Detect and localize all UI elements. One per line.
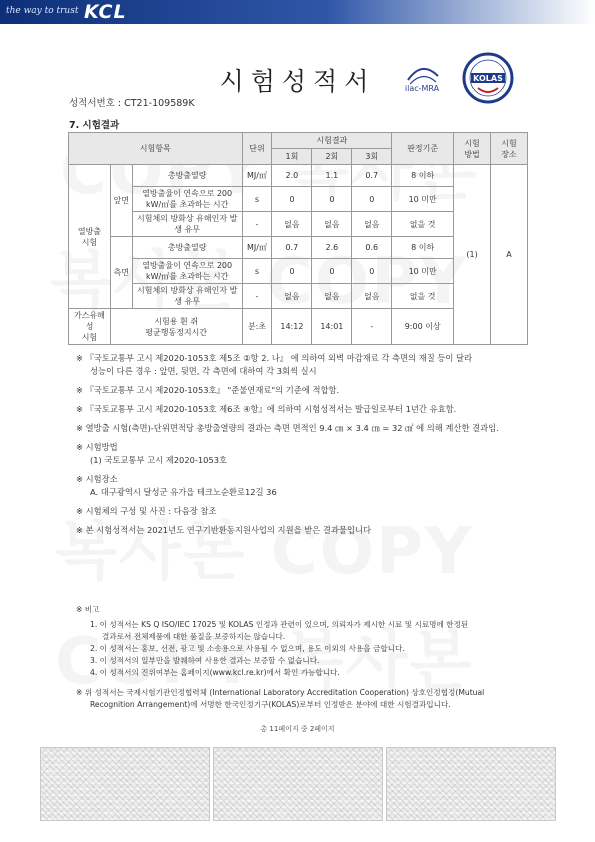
cell-criteria: 10 미만 <box>392 259 454 284</box>
cell-criteria: 8 이하 <box>392 237 454 259</box>
header-test-method: 시험 방법 <box>454 133 491 165</box>
cell-r2: 0 <box>312 187 352 212</box>
group-heat-release: 열방출 시험 <box>69 165 111 309</box>
side-label-front: 앞면 <box>110 165 132 237</box>
cell-r1: 0 <box>272 259 312 284</box>
cell-r2: 1.1 <box>312 165 352 187</box>
header-test-place: 시험 장소 <box>491 133 528 165</box>
note-line: ※ 시험장소 <box>76 474 118 484</box>
cell-r2: 없음 <box>312 284 352 309</box>
note-line: 성능이 다른 경우 : 앞면, 뒷면, 각 측면에 대하여 각 3회씩 실시 <box>90 366 317 376</box>
kcl-logo: KCL <box>84 1 127 23</box>
certificate-number: 성적서번호 : CT21-109589K <box>69 98 195 109</box>
remark-line: ※ 비고 <box>76 605 100 614</box>
cell-r1: 0.7 <box>272 237 312 259</box>
kolas-text: KOLAS <box>473 74 503 83</box>
cell-unit: s <box>242 259 272 284</box>
cell-r2: 14:01 <box>312 309 352 345</box>
cell-r2: 없음 <box>312 212 352 237</box>
header-unit: 단위 <box>242 133 272 165</box>
cell-item: 열방출율이 연속으로 200 kW/㎡를 초과하는 시간 <box>132 187 242 212</box>
cell-unit: s <box>242 187 272 212</box>
cell-unit: - <box>242 284 272 309</box>
cell-r3: 0 <box>352 259 392 284</box>
remark-line: Recognition Arrangement)에 서명한 한국인정기구(KOLAS)로부터 인정받은 분야에 대한 시험결과입니다. <box>90 700 451 709</box>
header-tagline: the way to trust <box>6 6 79 16</box>
cell-unit: - <box>242 212 272 237</box>
kolas-logo <box>458 52 518 104</box>
cell-item: 열방출율이 연속으로 200 kW/㎡를 초과하는 시간 <box>132 259 242 284</box>
cell-criteria: 없을 것 <box>392 212 454 237</box>
cell-criteria: 8 이하 <box>392 165 454 187</box>
side-label-side: 측면 <box>110 237 132 309</box>
cell-r3: 없음 <box>352 284 392 309</box>
note-line: ※ 『국토교통부 고시 제2020-1053호 제5조 ②항 2. 나』 에 의하여 외벽 마감재료 각 측면의 재질 등이 달라 <box>76 353 473 363</box>
header-results: 시험결과 <box>272 133 392 149</box>
note-line: ※ 『국토교통부 고시 제2020-1053호』 "준불연재료"의 기준에 적합함. <box>76 385 340 395</box>
cell-place: A <box>491 165 528 345</box>
header-round-2: 2회 <box>312 149 352 165</box>
note-line: ※ 시험체의 구성 및 사진 : 다음장 참조 <box>76 506 217 516</box>
cell-r1: 14:12 <box>272 309 312 345</box>
note-line: ※ 열방출 시험(측면)-단위면적당 총방출열량의 결과는 측면 면적인 9.4 ㎝ × 3.4 ㎝ = 32 ㎠ 에 의해 계산한 결과임. <box>76 423 499 433</box>
cell-r1: 없음 <box>272 284 312 309</box>
cell-r1: 없음 <box>272 212 312 237</box>
cell-item: 총방출열량 <box>132 237 242 259</box>
remarks-section <box>76 604 531 711</box>
security-pattern-left <box>40 747 210 821</box>
cell-method: (1) <box>454 165 491 345</box>
page-number: 총 11페이지 중 2페이지 <box>260 725 335 733</box>
cell-r3: 0.6 <box>352 237 392 259</box>
note-line: ※ 본 시험성적서는 2021년도 연구기반환동지원사업의 지원을 받은 결과물입니다 <box>76 525 371 535</box>
note-line: A. 대구광역시 달성군 유가읍 테크노순환로12길 36 <box>90 487 277 497</box>
cell-r1: 2.0 <box>272 165 312 187</box>
table-row <box>69 165 528 187</box>
header-criteria: 판정기준 <box>392 133 454 165</box>
note-line: ※ 『국토교통부 고시 제2020-1053호 제6조 ④항』에 의하여 시험성적서는 발급일로부터 1년간 유효함. <box>76 404 457 414</box>
cell-unit: MJ/㎡ <box>242 165 272 187</box>
note-line: (1) 국토교통부 고시 제2020-1053호 <box>90 455 228 465</box>
header-test-item: 시험항목 <box>69 133 243 165</box>
security-pattern-center <box>213 747 383 821</box>
remark-line: 3. 이 성적서의 일부만을 발췌하여 사용한 결과는 보증할 수 없습니다. <box>90 656 320 665</box>
cell-r3: 0.7 <box>352 165 392 187</box>
results-table <box>68 132 528 345</box>
cell-r3: - <box>352 309 392 345</box>
cell-r1: 0 <box>272 187 312 212</box>
ilac-mra-text: ilac-MRA <box>404 84 440 93</box>
remark-line: ※ 위 성적서는 국제시험기관인정협력체 (International Laboratory Accreditation Cooperation) 상호인정협정(Mutual <box>76 688 485 697</box>
notes-section <box>76 352 536 543</box>
security-pattern-right <box>386 747 556 821</box>
group-gas-toxicity: 가스유해성 시험 <box>69 309 111 345</box>
cell-r2: 0 <box>312 259 352 284</box>
cell-item: 시험체의 방화상 유해인자 발생 유무 <box>132 212 242 237</box>
header-round-1: 1회 <box>272 149 312 165</box>
cell-r3: 0 <box>352 187 392 212</box>
remark-line: 1. 이 성적서는 KS Q ISO/IEC 17025 및 KOLAS 인정과 관련이 있으며, 의뢰자가 제시한 시료 및 시료명에 한정된 <box>90 620 469 629</box>
cell-unit: MJ/㎡ <box>242 237 272 259</box>
cell-criteria: 10 미만 <box>392 187 454 212</box>
ilac-mra-logo <box>398 58 446 98</box>
remark-line: 4. 이 성적서의 진위여부는 홈페이지(www.kcl.re.kr)에서 확인 가능합니다. <box>90 668 340 677</box>
note-line: ※ 시험방법 <box>76 442 118 452</box>
cell-criteria: 9:00 이상 <box>392 309 454 345</box>
remark-line: 결과로서 전체제품에 대한 품질을 보증하지는 않습니다. <box>102 632 286 641</box>
cell-r3: 없음 <box>352 212 392 237</box>
cell-item: 시험용 흰 쥐 평균행동정지시간 <box>110 309 242 345</box>
document-title: 시험성적서 <box>219 67 376 96</box>
cell-item: 시험체의 방화상 유해인자 발생 유무 <box>132 284 242 309</box>
cell-criteria: 없을 것 <box>392 284 454 309</box>
section-title: 7. 시험결과 <box>69 120 120 131</box>
header-round-3: 3회 <box>352 149 392 165</box>
header-bar <box>0 0 595 24</box>
cell-r2: 2.6 <box>312 237 352 259</box>
cell-unit: 분:초 <box>242 309 272 345</box>
cell-item: 총방출열량 <box>132 165 242 187</box>
remark-line: 2. 이 성적서는 홍보, 선전, 광고 및 소송용으로 사용될 수 없으며, 용도 이외의 사용을 금합니다. <box>90 644 405 653</box>
